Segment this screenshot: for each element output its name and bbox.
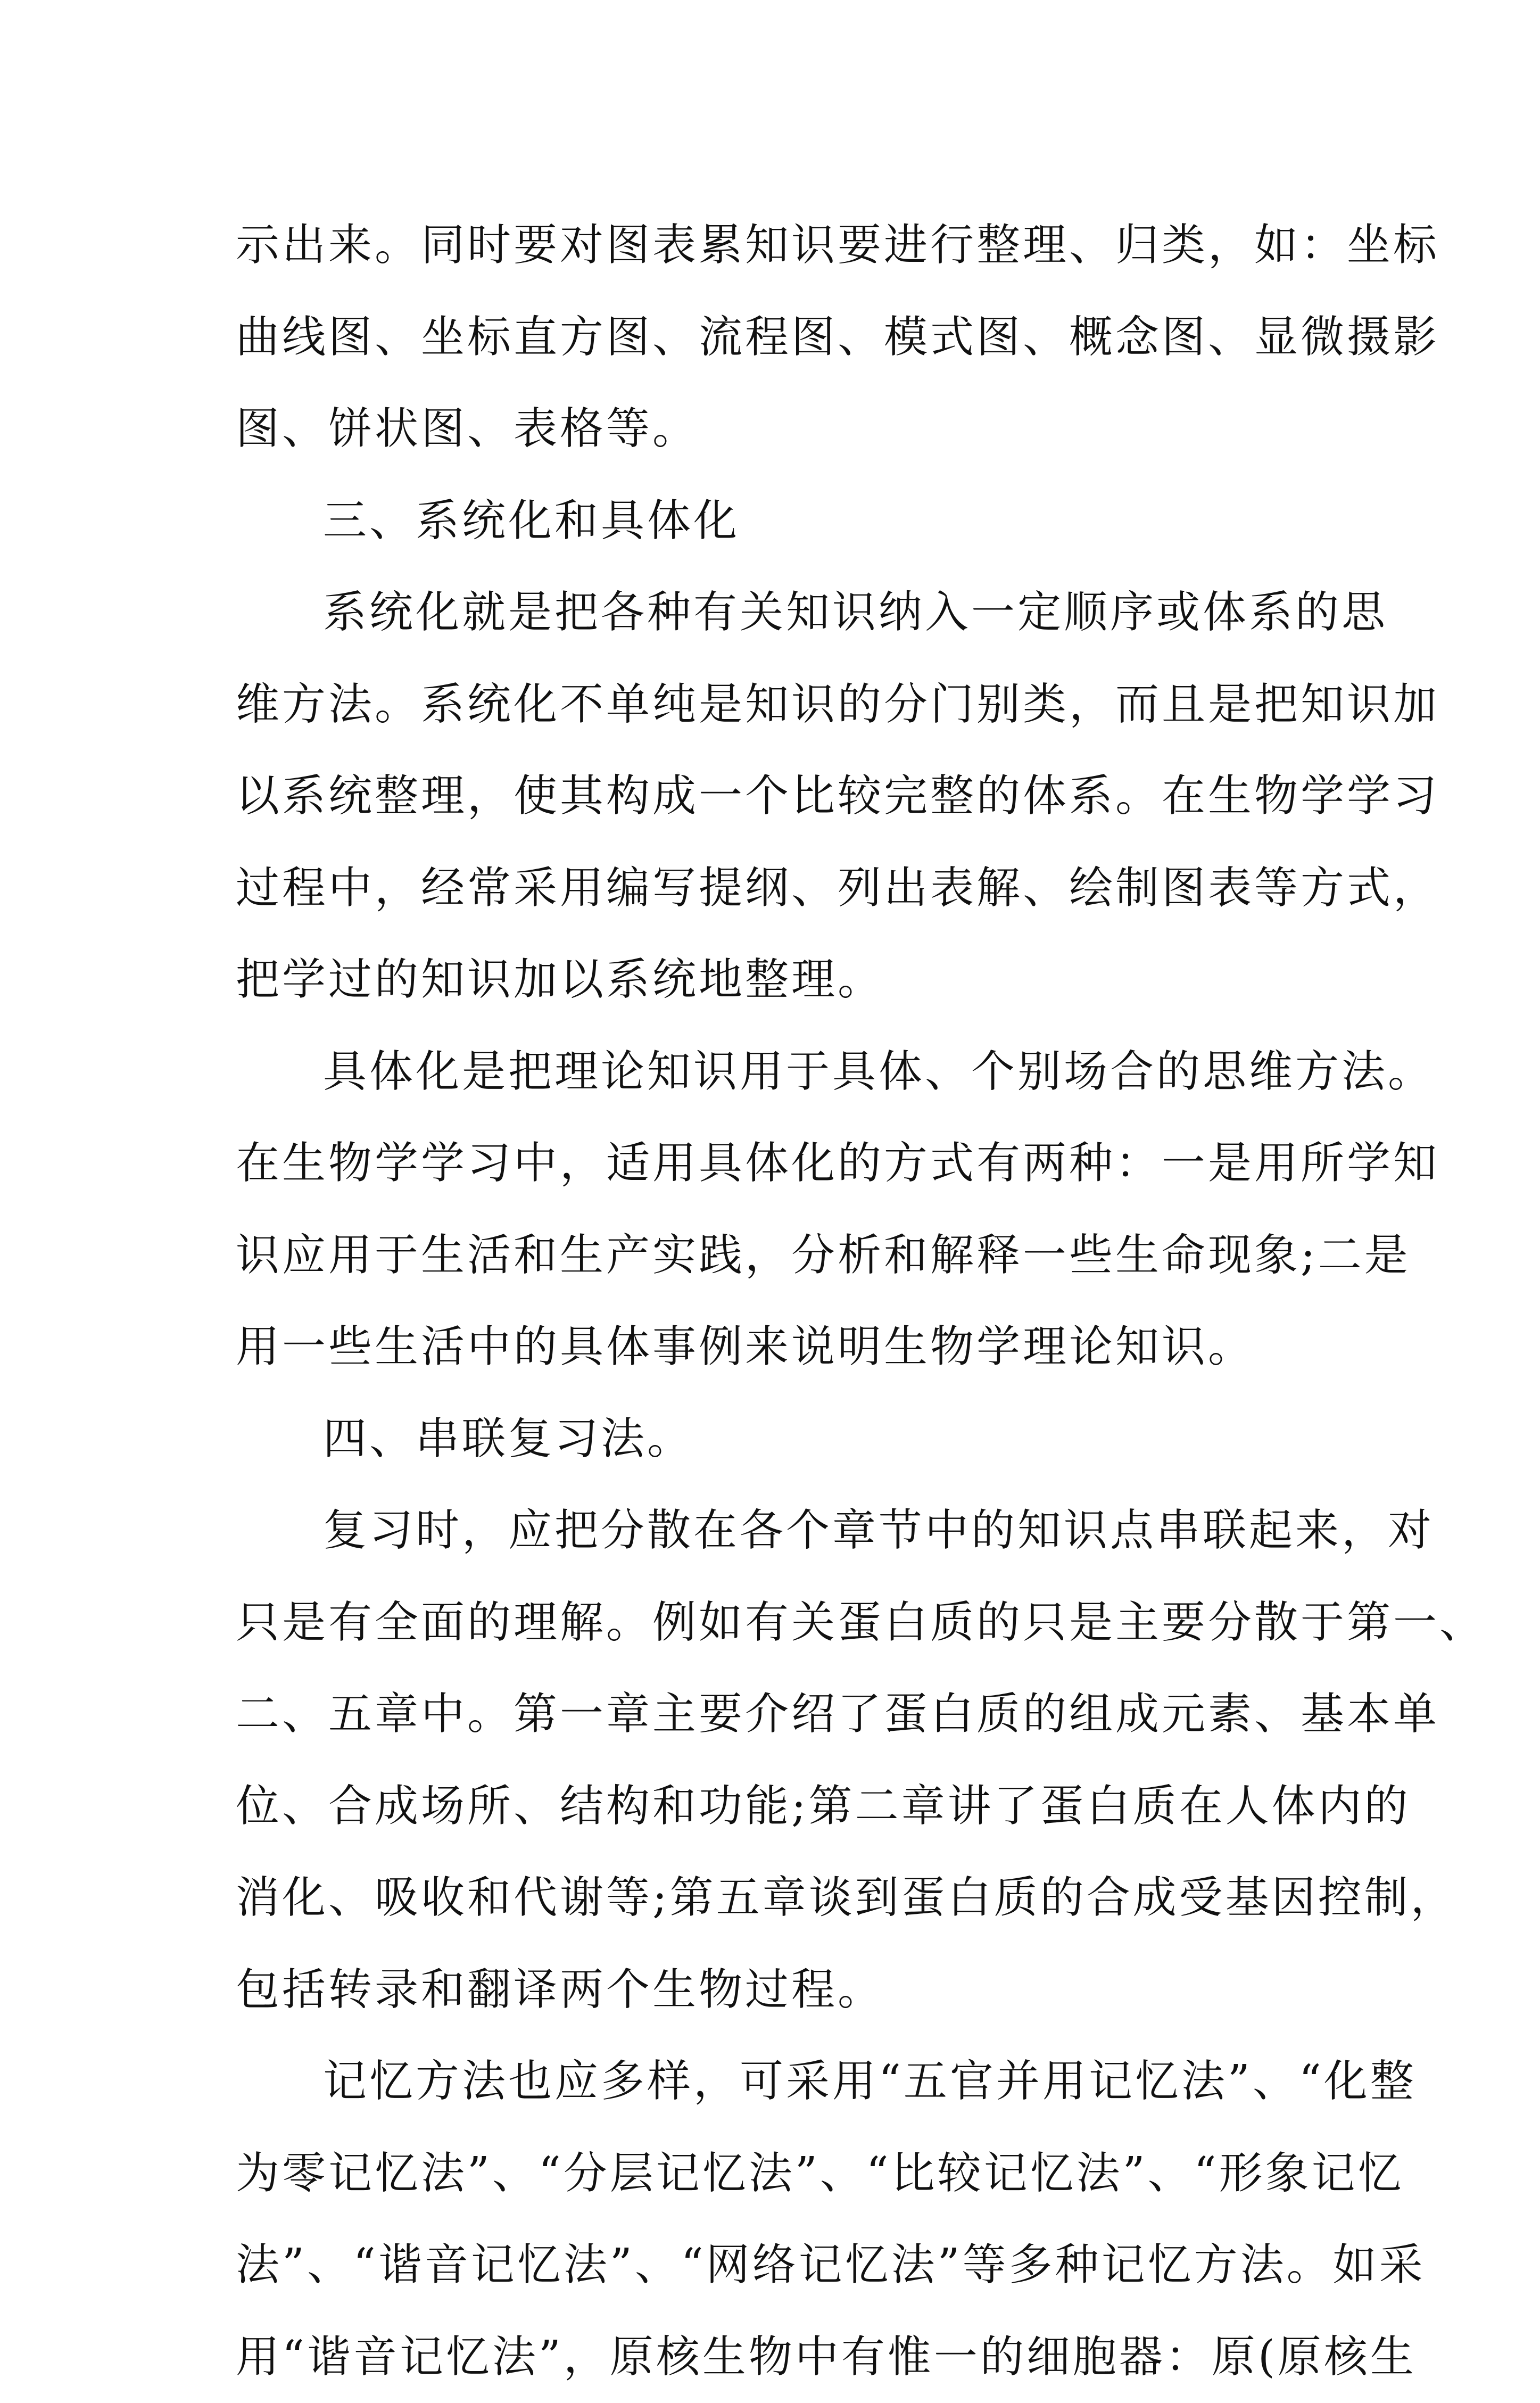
section-heading: 三、系统化和具体化: [236, 475, 1321, 567]
text-line: 识应用于生活和生产实践，分析和解释一些生命现象;二是: [236, 1210, 1321, 1302]
text-line: 在生物学学习中，适用具体化的方式有两种：一是用所学知: [236, 1118, 1321, 1210]
text-line: 用一些生活中的具体事例来说明生物学理论知识。: [236, 1301, 1321, 1393]
text-line: 维方法。系统化不单纯是知识的分门别类，而且是把知识加: [236, 659, 1321, 751]
text-line: 二、五章中。第一章主要介绍了蛋白质的组成元素、基本单: [236, 1669, 1321, 1761]
text-line: 图、饼状图、表格等。: [236, 383, 1321, 475]
text-line: 记忆方法也应多样，可采用“五官并用记忆法”、“化整: [236, 2036, 1321, 2128]
text-line: 用“谐音记忆法”，原核生物中有惟一的细胞器：原(原核生: [236, 2311, 1321, 2403]
text-line: 位、合成场所、结构和功能;第二章讲了蛋白质在人体内的: [236, 1761, 1321, 1853]
text-line: 只是有全面的理解。例如有关蛋白质的只是主要分散于第一、: [236, 1577, 1321, 1669]
text-line: 具体化是把理论知识用于具体、个别场合的思维方法。: [236, 1026, 1321, 1118]
text-line: 曲线图、坐标直方图、流程图、模式图、概念图、显微摄影: [236, 292, 1321, 384]
text-line: 复习时，应把分散在各个章节中的知识点串联起来，对: [236, 1485, 1321, 1577]
text-line: 示出来。同时要对图表累知识要进行整理、归类，如：坐标: [236, 200, 1321, 292]
body-text: [236, 200, 1321, 2403]
text-line: 以系统整理，使其构成一个比较完整的体系。在生物学学习: [236, 750, 1321, 843]
text-line: 过程中，经常采用编写提纲、列出表解、绘制图表等方式，: [236, 843, 1321, 935]
text-line: 消化、吸收和代谢等;第五章谈到蛋白质的合成受基因控制，: [236, 1852, 1321, 1944]
section-heading: 四、串联复习法。: [236, 1393, 1321, 1485]
text-line: 把学过的知识加以系统地整理。: [236, 934, 1321, 1026]
text-line: 法”、“谐音记忆法”、“网络记忆法”等多种记忆方法。如采: [236, 2219, 1321, 2311]
text-line: 为零记忆法”、“分层记忆法”、“比较记忆法”、“形象记忆: [236, 2128, 1321, 2220]
text-line: 包括转录和翻译两个生物过程。: [236, 1944, 1321, 2036]
text-line: 系统化就是把各种有关知识纳入一定顺序或体系的思: [236, 567, 1321, 659]
